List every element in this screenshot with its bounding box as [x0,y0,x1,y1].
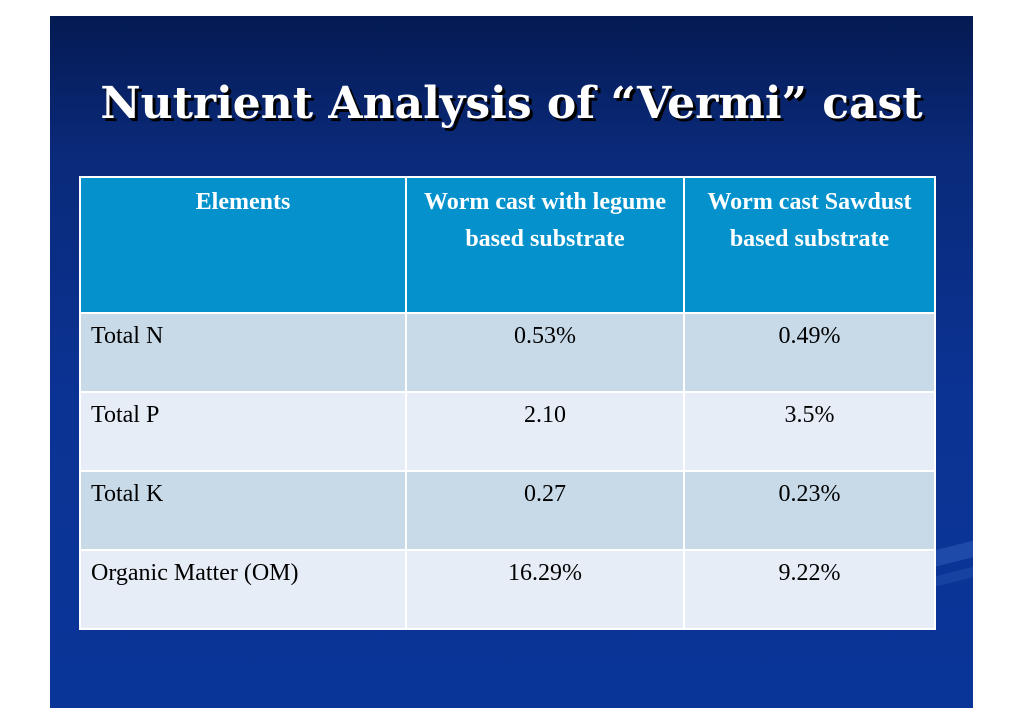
table-row [80,313,935,392]
table-row [80,392,935,471]
legume-value-cell: 0.27 [406,471,684,550]
element-cell: Total N [80,313,406,392]
slide [50,16,973,708]
legume-value-cell: 0.53% [406,313,684,392]
header-legume-substrate: Worm cast with legume based substrate [406,177,684,313]
element-cell: Total K [80,471,406,550]
table-header-row [80,177,935,313]
element-cell: Total P [80,392,406,471]
element-cell: Organic Matter (OM) [80,550,406,629]
legume-value-cell: 16.29% [406,550,684,629]
sawdust-value-cell: 0.23% [684,471,935,550]
table-row [80,550,935,629]
sawdust-value-cell: 3.5% [684,392,935,471]
header-sawdust-substrate: Worm cast Sawdust based substrate [684,177,935,313]
sawdust-value-cell: 0.49% [684,313,935,392]
header-elements: Elements [80,177,406,313]
nutrient-table [79,176,936,630]
legume-value-cell: 2.10 [406,392,684,471]
slide-title: Nutrient Analysis of “Vermi” cast [100,78,923,129]
sawdust-value-cell: 9.22% [684,550,935,629]
table-row [80,471,935,550]
